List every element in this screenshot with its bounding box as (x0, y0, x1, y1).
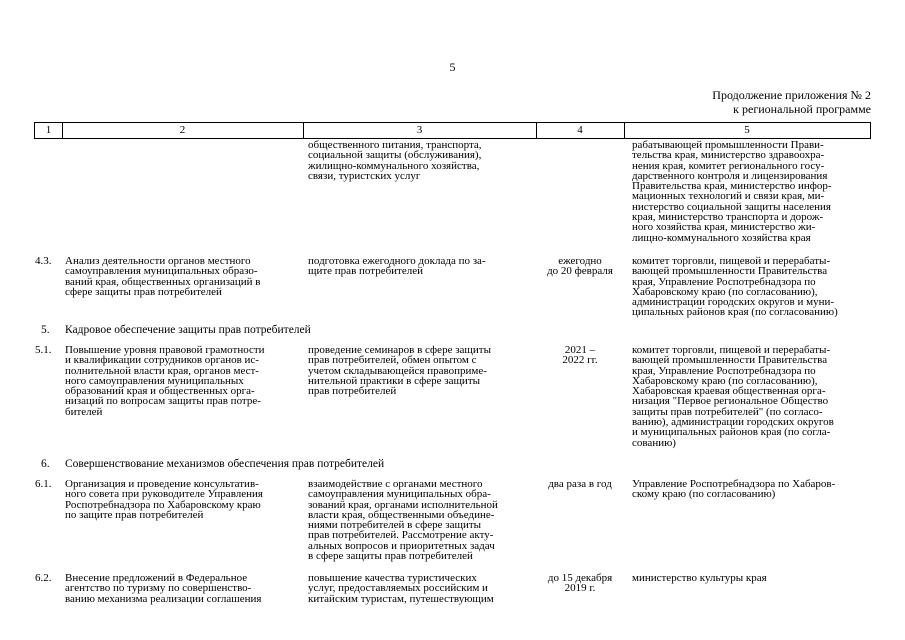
section-number: 6. (41, 458, 50, 470)
appendix-continuation-line2: к региональной программе (733, 102, 871, 116)
row-measure-cell: проведение семинаров в сфере защиты прав потребителей, обмен опытом с учетом складывающейся правоприме- нительной практики в сфере защиты прав потребителей (308, 344, 491, 398)
row-measure-cell: взаимодействие с органами местного самоуправления муниципальных обра- зований края, органами исполнительной власти края, общественными объедине- ниями потребителей в сфере защиты прав потребителей. Рассмотрение акту- альных вопросов и приоритетных задач в сфере защиты прав потребителей (308, 478, 498, 563)
continued-measure-cell: общественного питания, транспорта, социальной защиты (обслуживания), жилищно-коммунального хозяйства, связи, туристских услуг (308, 139, 482, 182)
row-number: 6.1. (35, 478, 52, 490)
row-measure-cell: подготовка ежегодного доклада по за- щите прав потребителей (308, 255, 486, 278)
table-header-col-3: 3 (416, 124, 423, 136)
row-number: 6.2. (35, 572, 52, 584)
row-name-cell: Анализ деятельности органов местного самоуправления муниципальных образо- ваний края, общественных организаций в сфере защиты прав потребителей (65, 255, 261, 298)
table-header-col-4: 4 (577, 124, 583, 136)
row-name-cell: Организация и проведение консультатив- ного совета при руководителе Управления Роспотребнадзора по Хабаровскому краю по защите прав потребителей (65, 478, 263, 521)
page-number: 5 (449, 60, 456, 74)
row-number: 4.3. (35, 255, 52, 267)
table-header-col-5: 5 (744, 124, 750, 136)
row-executors-cell: комитет торговли, пищевой и перерабаты- вающей промышленности Правительства края, Управление Роспотребнадзора по Хабаровскому краю (по согласованию), администрации городских округов и муни- ципальных районов края (по согласованию) (632, 255, 838, 319)
row-deadline-cell: до 15 декабря 2019 г. (547, 572, 613, 595)
row-name-cell: Внесение предложений в Федеральное агентство по туризму по совершенство- ванию механизма реализации соглашения (65, 572, 262, 605)
row-name-cell: Повышение уровня правовой грамотности и квалификации сотрудников органов ис- полнительной власти края, органов мест- ного самоуправления муниципальных образований края и общественных орга- низаций по вопросам защиты прав потре- бителей (65, 344, 265, 418)
section-number: 5. (41, 324, 50, 336)
row-executors-cell: Управление Роспотребнадзора по Хабаров- скому краю (по согласованию) (632, 478, 836, 501)
row-deadline-cell: 2021 – 2022 гг. (562, 344, 598, 367)
row-measure-cell: повышение качества туристических услуг, предоставляемых российским и китайским туристам, путешествующим (308, 572, 494, 605)
table-header-col-2: 2 (179, 124, 186, 136)
appendix-continuation-line1: Продолжение приложения № 2 (712, 88, 871, 102)
section-title: Кадровое обеспечение защиты прав потребителей (65, 324, 311, 336)
row-deadline-cell: ежегодно до 20 февраля (547, 255, 613, 278)
row-executors-cell: министерство культуры края (632, 572, 767, 584)
row-executors-cell: комитет торговли, пищевой и перерабаты- вающей промышленности Правительства края, Управление Роспотребнадзора по Хабаровскому краю (по согласованию), Хабаровская краевая общественная орга- низация "Первое региональное Общество защиты прав потребителей" (по согласо- ванию), администрации городских округов и муниципальных районов края (по согла- сованию) (632, 344, 834, 449)
section-title: Совершенствование механизмов обеспечения прав потребителей (65, 458, 385, 470)
table-header-col-1: 1 (45, 124, 52, 136)
continued-executors-cell: рабатывающей промышленности Прави- тельства края, министерство здравоохра- нения края, комитет регионального госу- дарственного контроля и лицензирования Правительства края, министерство инфор- мационных технологий и связи края, ми- нистерство социальной защиты населения края, министерство транспорта и дорож- ного хозяйства края, министерство жи- лищно-коммунального хозяйства края (632, 139, 832, 244)
table-header-row (34, 122, 871, 139)
row-number: 5.1. (35, 344, 52, 356)
row-deadline-cell: два раза в год (548, 478, 612, 490)
